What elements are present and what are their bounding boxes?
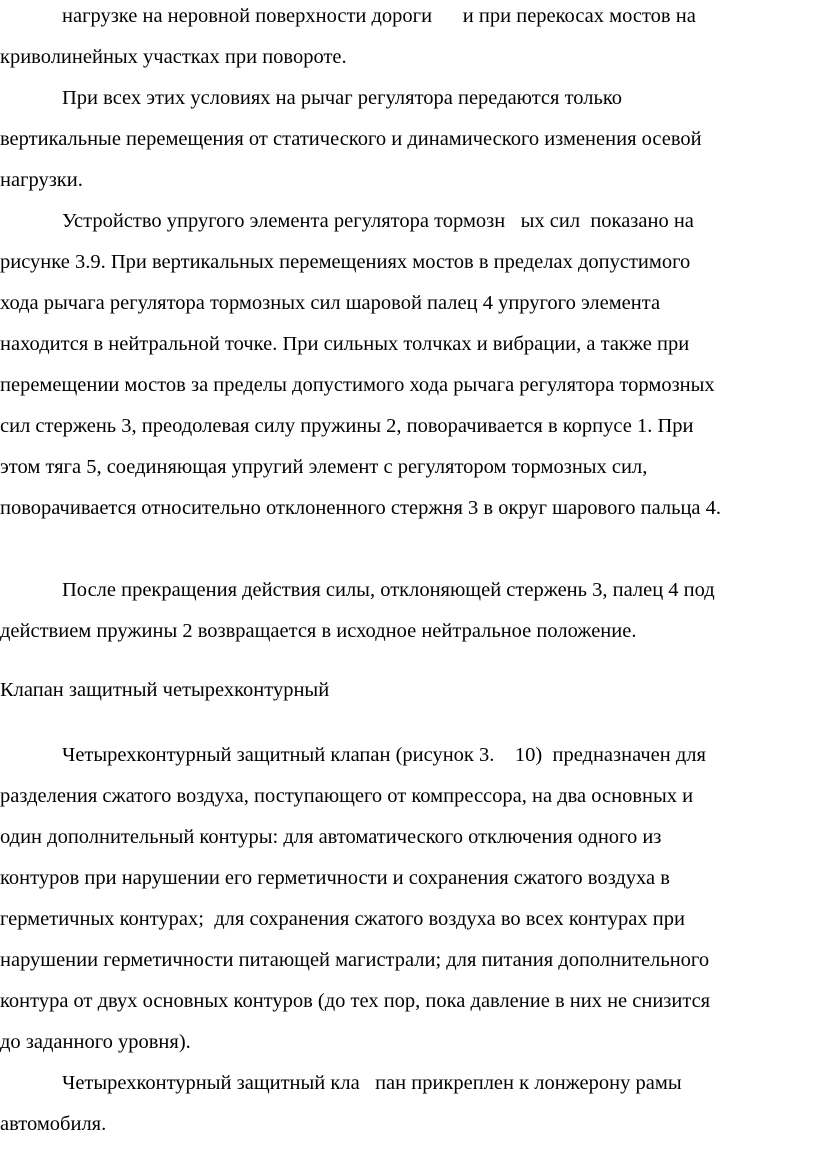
text-line: Четырехконтурный защитный клапан (рисунок 3. 10) предназначен для <box>62 744 706 766</box>
text-line: хода рычага регулятора тормозных сил шаровой палец 4 упругого элемента <box>0 292 661 314</box>
text-line: действием пружины 2 возвращается в исходное нейтральное положение. <box>0 620 637 642</box>
text-line: Устройство упругого элемента регулятора тормозн ых сил показано на <box>62 210 694 232</box>
text-line: Четырехконтурный защитный кла пан прикреплен к лонжерону рамы <box>62 1072 682 1094</box>
text-line: После прекращения действия силы, отклоняющей стержень 3, палец 4 под <box>62 579 715 601</box>
text-line: вертикальные перемещения от статического и динамического изменения осевой <box>0 128 702 150</box>
text-line: криволинейных участках при повороте. <box>0 46 347 68</box>
text-line: разделения сжатого воздуха, поступающего от компрессора, на два основных и <box>0 785 694 807</box>
text-line: находится в нейтральной точке. При сильных толчках и вибрации, а также при <box>0 333 690 355</box>
text-line: нагрузки. <box>0 169 83 191</box>
text-line: контура от двух основных контуров (до тех пор, пока давление в них не снизится <box>0 990 711 1012</box>
text-line: нагрузке на неровной поверхности дороги и при перекосах мостов на <box>62 5 696 27</box>
text-line: рисунке 3.9. При вертикальных перемещениях мостов в пределах допустимого <box>0 251 691 273</box>
text-line: автомобиля. <box>0 1113 107 1135</box>
text-line: до заданного уровня). <box>0 1031 191 1053</box>
section-heading: Клапан защитный четырехконтурный <box>0 679 330 701</box>
text-line: герметичных контурах; для сохранения сжатого воздуха во всех контурах при <box>0 908 685 930</box>
text-line: этом тяга 5, соединяющая упругий элемент с регулятором тормозных сил, <box>0 456 648 478</box>
text-line: поворачивается относительно отклоненного стержня 3 в округ шарового пальца 4. <box>0 497 722 519</box>
text-line: нарушении герметичности питающей магистрали; для питания дополнительного <box>0 949 710 971</box>
text-line: контуров при нарушении его герметичности и сохранения сжатого воздуха в <box>0 867 670 889</box>
text-line: один дополнительный контуры: для автоматического отключения одного из <box>0 826 662 848</box>
text-line: перемещении мостов за пределы допустимого хода рычага регулятора тормозных <box>0 374 715 396</box>
text-line: При всех этих условиях на рычаг регулятора передаются только <box>62 87 622 109</box>
text-line: сил стержень 3, преодолевая силу пружины 2, поворачивается в корпусе 1. При <box>0 415 694 437</box>
